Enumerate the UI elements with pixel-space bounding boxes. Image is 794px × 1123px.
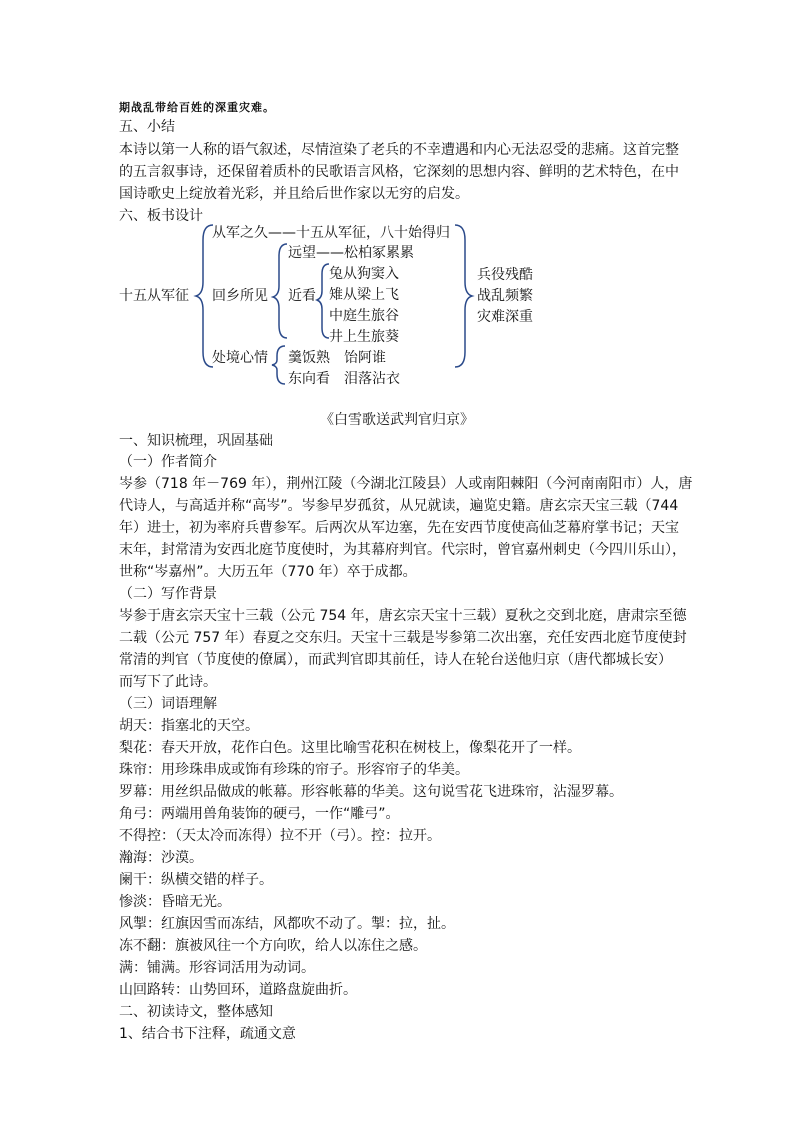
board-root: 十五从军征 — [119, 288, 189, 304]
board-top-item: 从军之久——十五从军征，八十始得归 — [212, 225, 450, 241]
author-line: 末年，封常清为安西北庭节度使时，为其幕府判官。代宗时，曾官嘉州刺史（今四川乐山）， — [119, 542, 686, 558]
background-line: 岑参于唐玄宗天宝十三载（公元 754 年，唐玄宗天宝十三载）夏秋之交到北庭，唐肃宗至德 — [119, 608, 687, 624]
vocab-line: 阑干：纵横交错的样子。 — [119, 872, 273, 888]
background-line: 二载（公元 757 年）春夏之交东归。天宝十三载是岑参第二次出塞，充任安西北庭节度使封 — [119, 630, 687, 646]
board-middle-item: 回乡所见 — [212, 288, 268, 304]
board-near-item: 井上生旅葵 — [329, 329, 399, 345]
author-line: 年）进士，初为率府兵曹参军。后两次从军边塞，先在安西节度使高仙芝幕府掌书记；天宝 — [119, 520, 679, 536]
board-mood-line: 东向看 泪落沾衣 — [288, 371, 400, 387]
task-line: 1、结合书下注释，疏通文意 — [119, 1026, 296, 1042]
board-mood-item: 处境心情 — [212, 350, 268, 366]
vocab-line: 冻不翻：旗被风往一个方向吹，给人以冻住之感。 — [119, 938, 427, 954]
subsection-heading: （三）词语理解 — [119, 696, 217, 712]
board-conclusion: 战乱频繁 — [477, 288, 533, 304]
author-line: 岑参（718 年－769 年），荆州江陵（今湖北江陵县）人或南阳棘阳（今河南南阳市）人，唐 — [119, 476, 693, 492]
subsection-heading: （二）写作背景 — [119, 586, 217, 602]
vocab-line: 罗幕：用丝织品做成的帐幕。形容帐幕的华美。这句说雪花飞进珠帘，沾湿罗幕。 — [119, 784, 623, 800]
summary-line-2: 的五言叙事诗，还保留着质朴的民歌语言风格，它深刻的思想内容、鲜明的艺术特色，在中 — [119, 164, 679, 180]
vocab-line: 惨淡：昏暗无光。 — [119, 894, 231, 910]
board-heading: 六、板书设计 — [119, 208, 203, 224]
vocab-line: 风掣：红旗因雪而冻结，风都吹不动了。掣：拉，扯。 — [119, 916, 455, 932]
vocab-line: 山回路转：山势回环，道路盘旋曲折。 — [119, 982, 357, 998]
summary-line-3: 国诗歌史上绽放着光彩，并且给后世作家以无穷的启发。 — [119, 186, 469, 202]
board-near-item: 兔从狗窦入 — [329, 266, 399, 282]
vocab-line: 珠帘：用珍珠串成或饰有珍珠的帘子。形容帘子的华美。 — [119, 762, 469, 778]
background-line: 而写下了此诗。 — [119, 674, 217, 690]
summary-heading: 五、小结 — [119, 119, 175, 135]
author-line: 世称“岑嘉州”。大历五年（770 年）卒于成都。 — [119, 564, 417, 580]
board-near-item: 雉从梁上飞 — [329, 287, 399, 303]
board-far-view: 远望——松柏冢累累 — [288, 245, 414, 261]
section-heading: 一、知识梳理，巩固基础 — [119, 433, 273, 449]
vocab-line: 不得控：（天太冷而冻得）拉不开（弓）。控：拉开。 — [119, 828, 441, 844]
vocab-line: 瀚海：沙漠。 — [119, 850, 203, 866]
board-mood-line: 羹饭熟 饴阿谁 — [288, 350, 386, 366]
top-note: 期战乱带给百姓的深重灾难。 — [119, 101, 275, 114]
author-line: 代诗人，与高适并称“高岑”。岑参早岁孤贫，从兄就读，遍览史籍。唐玄宗天宝三载（744 — [119, 498, 679, 514]
background-line: 常清的判官（节度使的僚属），而武判官即其前任，诗人在轮台送他归京（唐代都城长安） — [119, 652, 672, 668]
poem-title: 《白雪歌送武判官归京》 — [320, 412, 474, 428]
vocab-line: 满：铺满。形容词活用为动词。 — [119, 960, 315, 976]
board-conclusion: 灾难深重 — [477, 309, 533, 325]
board-conclusion: 兵役残酷 — [477, 267, 533, 283]
subsection-heading: （一）作者简介 — [119, 454, 217, 470]
vocab-line: 胡天：指塞北的天空。 — [119, 718, 259, 734]
summary-line-1: 本诗以第一人称的语气叙述，尽情渲染了老兵的不幸遭遇和内心无法忍受的悲痛。这首完整 — [119, 142, 679, 158]
board-near-label: 近看 — [288, 288, 316, 304]
vocab-line: 梨花：春天开放，花作白色。这里比喻雪花积在树枝上，像梨花开了一样。 — [119, 740, 581, 756]
vocab-line: 角弓：两端用兽角装饰的硬弓，一作“雕弓”。 — [119, 806, 400, 822]
board-near-item: 中庭生旅谷 — [329, 308, 399, 324]
section-heading: 二、初读诗文，整体感知 — [119, 1004, 273, 1020]
